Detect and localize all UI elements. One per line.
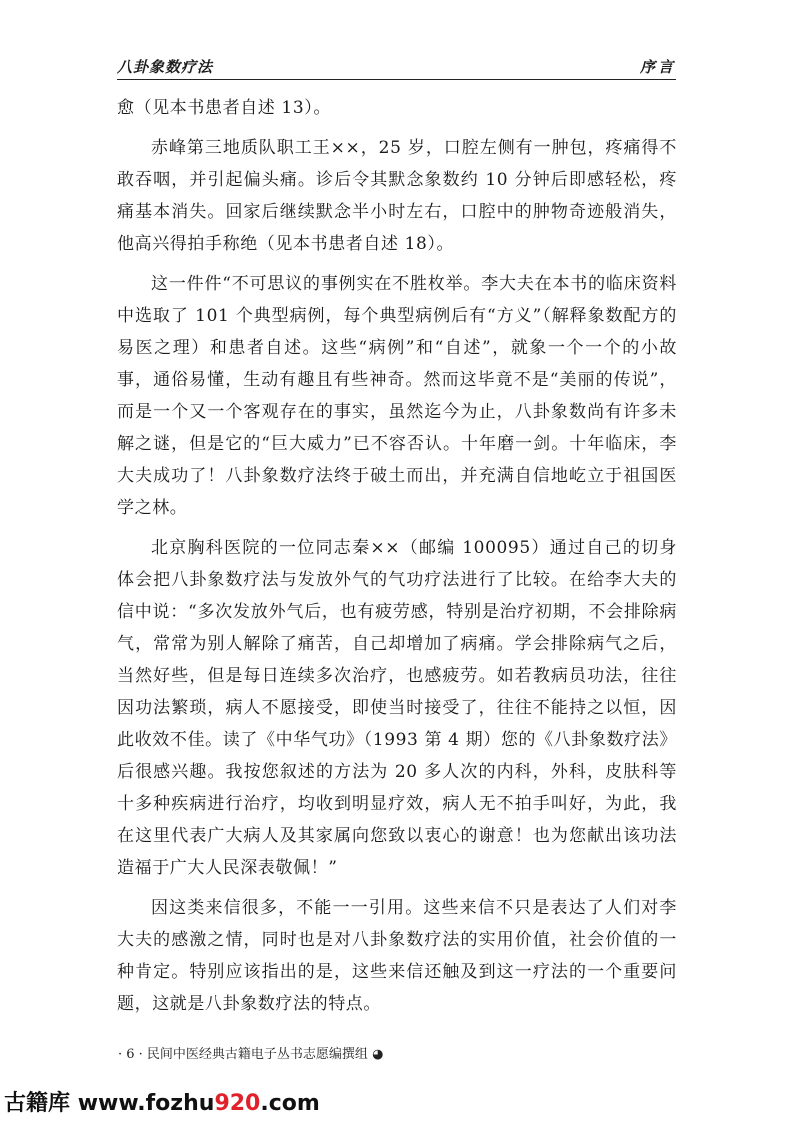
circle-mark-icon: ◕ — [372, 1047, 384, 1062]
header-divider — [117, 79, 676, 80]
paragraph-continuation: 愈（见本书患者自述 13）。 — [117, 98, 331, 118]
book-title: 八卦象数疗法 — [117, 58, 214, 76]
watermark-url: www.fozhu920.com — [77, 1091, 320, 1116]
paragraph: 因这类来信很多，不能一一引用。这些来信不只是表达了人们对李大夫的感激之情，同时也是对八卦象数疗法的实用价值，社会价值的一种肯定。特别应该指出的是，这些来信还触及到这一疗法的一个重要问题，这就是八卦象数疗法的特点。 — [117, 898, 677, 1014]
watermark-cn-text: 古籍库 — [4, 1091, 71, 1116]
paragraph: 北京胸科医院的一位同志秦××（邮编 100095）通过自己的切身体会把八卦象数疗法与发放外气的气功疗法进行了比较。在给李大夫的信中说：“多次发放外气后，也有疲劳感，特别是治疗初期，不会排除病气，常常为别人解除了痛苦，自己却增加了病痛。学会排除病气之后，当然好些，但是每日连续多次治疗，也感疲劳。如若教病员功法，往往因功法繁琐，病人不愿接受，即使当时接受了，往往不能持之以恒，因此收效不佳。读了《中华气功》（1993 第 4 期）您的《八卦象数疗法》后很感兴趣。我按您叙述的方法为 20 多人次的内科，外科，皮肤科等十多种疾病进行治疗，均收到明显疗效，病人无不拍手叫好，为此，我在这里代表广大病人及其家属向您致以衷心的谢意！也为您献出该功法造福于广大人民深表敬佩！” — [117, 538, 677, 878]
page-body — [117, 92, 677, 1020]
section-title: 序言 — [639, 58, 676, 76]
page-footer — [118, 1043, 383, 1062]
running-header — [117, 52, 676, 80]
paragraph: 这一件件“不可思议的事例实在不胜枚举。李大夫在本书的临床资料中选取了 101 个典型病例，每个典型病例后有“方义”（解释象数配方的易医之理）和患者自述。这些“病例”和“自述”，就象一个一个的小故事，通俗易懂，生动有趣且有些神奇。然而这毕竟不是“美丽的传说”，而是一个又一个客观存在的事实，虽然迄今为止，八卦象数尚有许多未解之谜，但是它的“巨大威力”已不容否认。十年磨一剑。十年临床，李大夫成功了！八卦象数疗法终于破土而出，并充满自信地屹立于祖国医学之林。 — [117, 274, 677, 518]
paragraph: 赤峰第三地质队职工王××，25 岁，口腔左侧有一肿包，疼痛得不敢吞咽，并引起偏头痛。诊后令其默念象数约 10 分钟后即感轻松，疼痛基本消失。回家后继续默念半小时左右，口腔中的肿物奇迹般消失，他高兴得拍手称绝（见本书患者自述 18）。 — [117, 138, 677, 254]
site-watermark — [4, 1086, 320, 1117]
page-number-label: · 6 · 民间中医经典古籍电子丛书志愿编撰组 — [118, 1047, 368, 1062]
